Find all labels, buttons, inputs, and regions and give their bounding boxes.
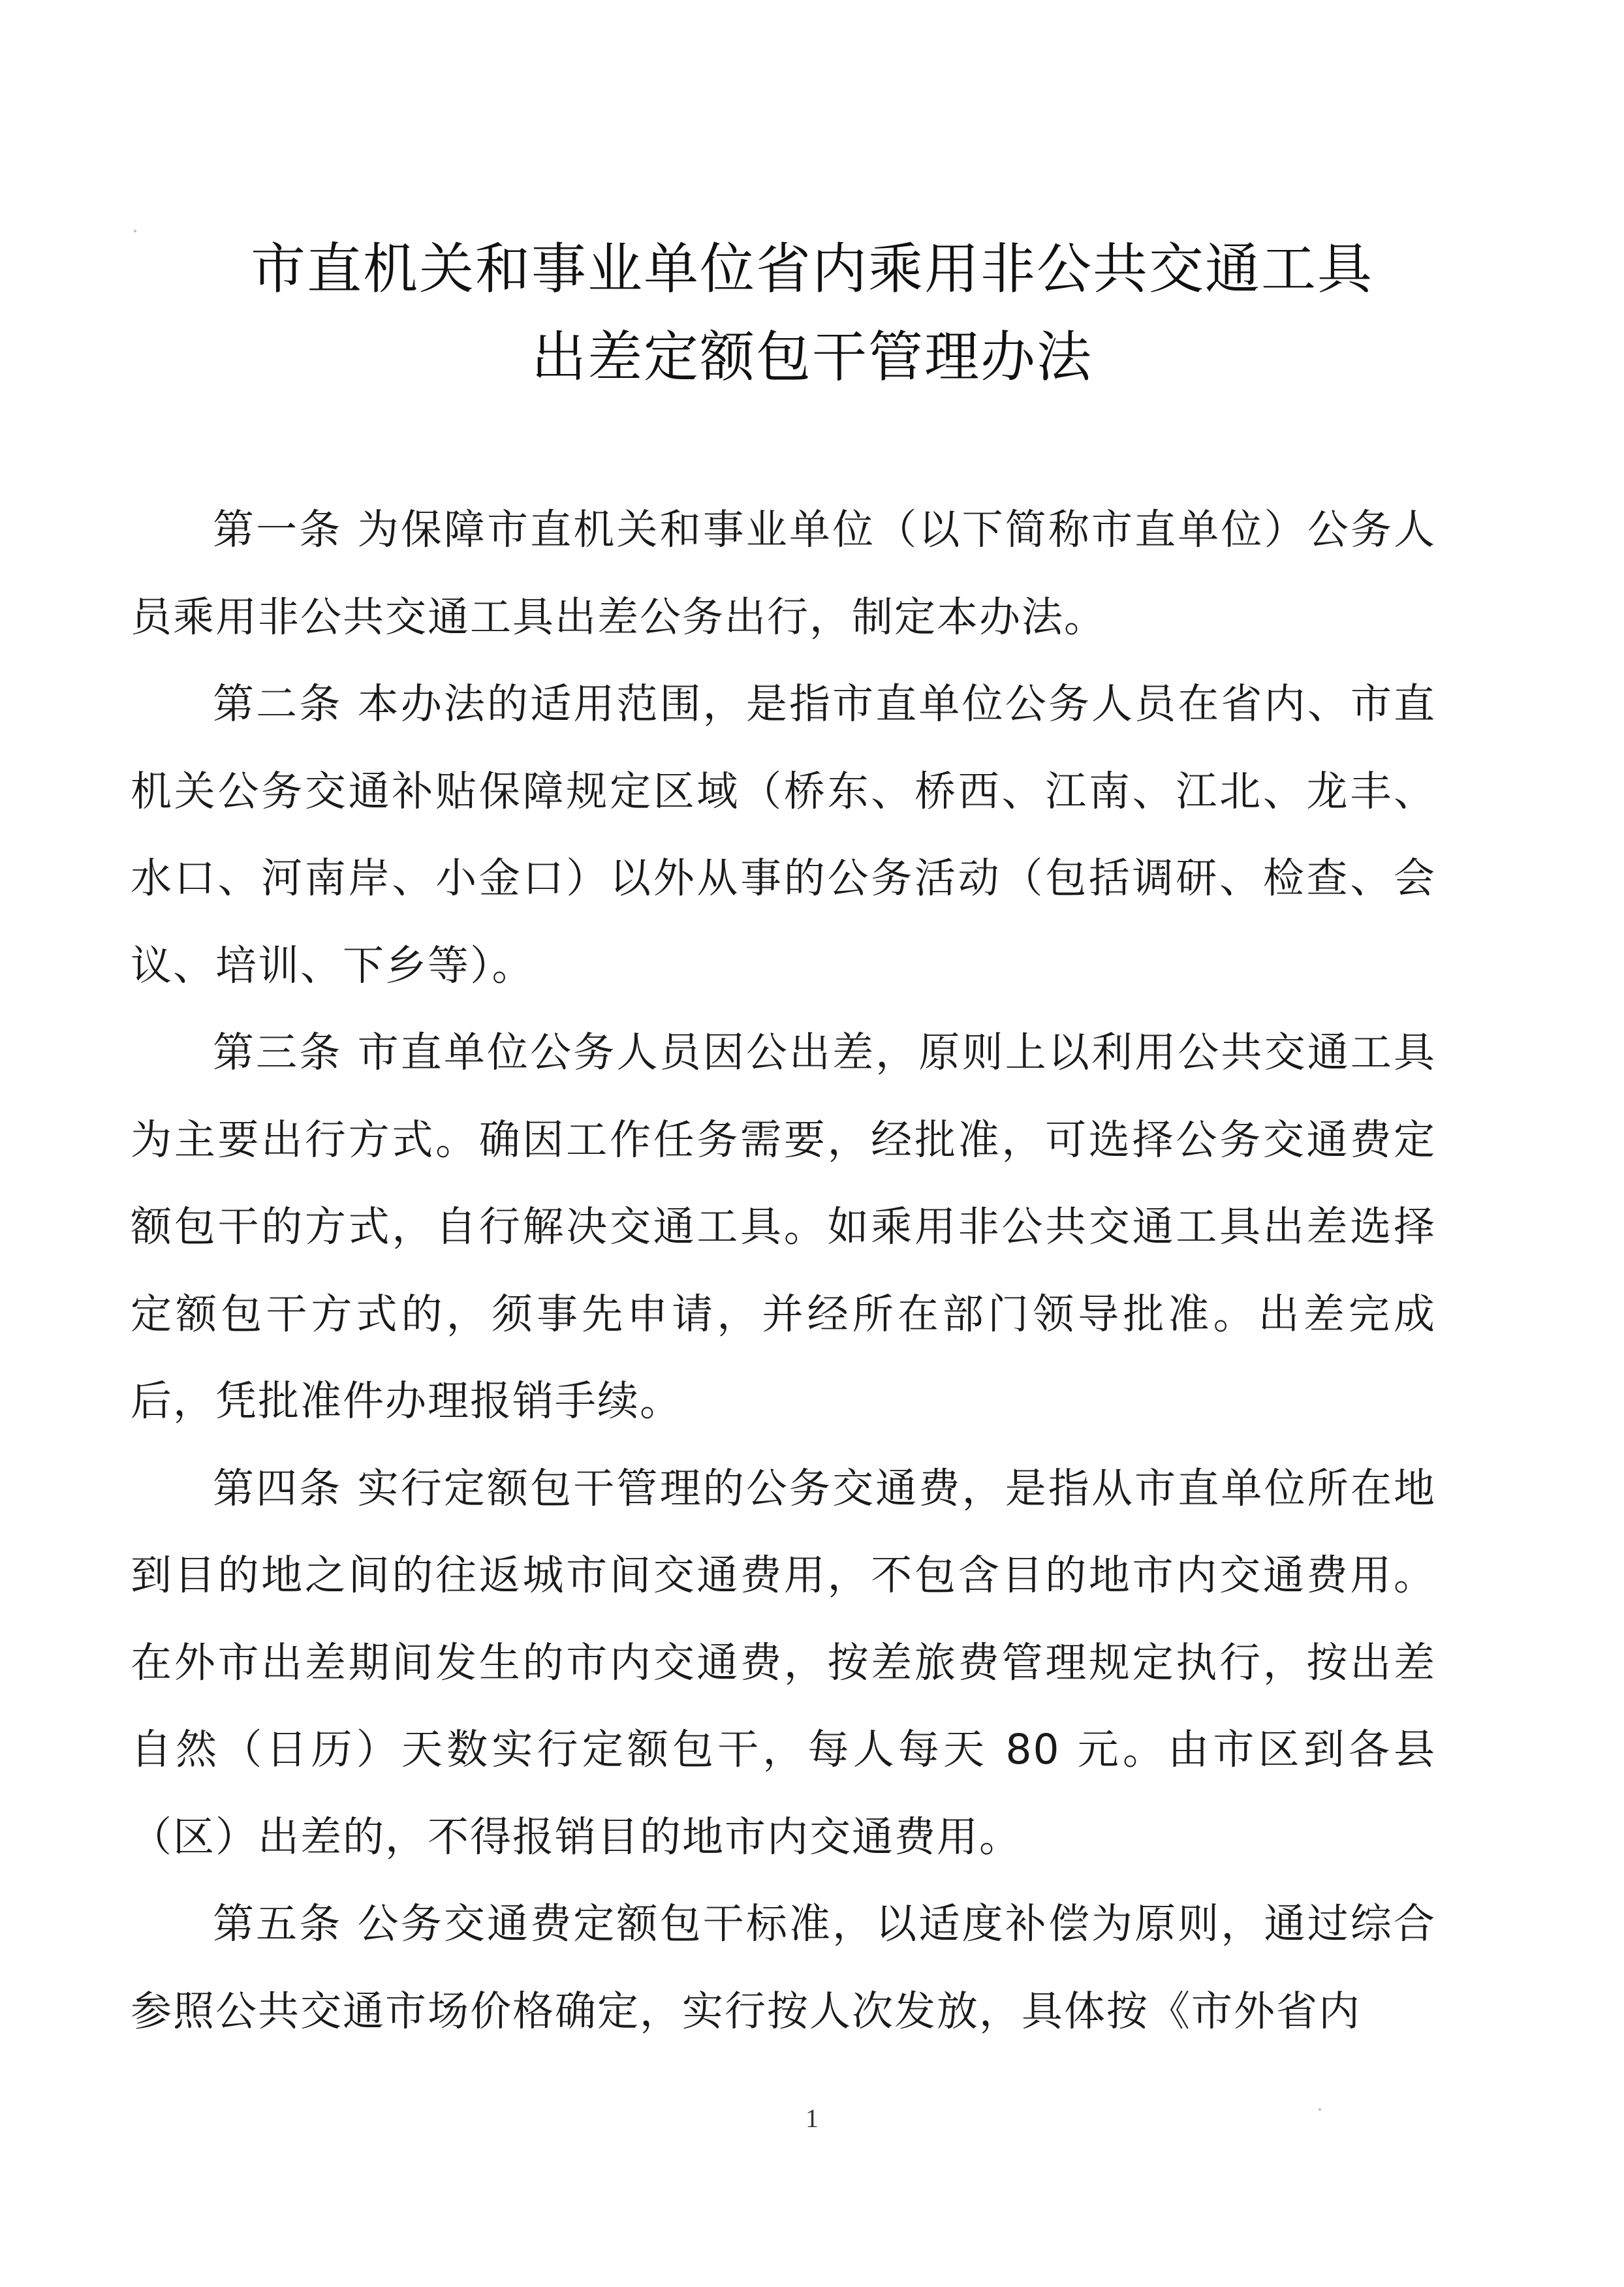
article-1-paragraph: 第一条 为保障市直机关和事业单位（以下简称市直单位）公务人员乘用非公共交通工具出差公务出行，制定本办法。 <box>131 506 1436 641</box>
article-3-paragraph: 第三条 市直单位公务人员因公出差，原则上以利用公共交通工具为主要出行方式。确因工作任务需要，经批准，可选择公务交通费定额包干的方式，自行解决交通工具。如乘用非公共交通工具出差选择定额包干方式的，须事先申请，并经所在部门领导批准。出差完成后，凭批准件办理报销手续。 <box>131 1029 1436 1425</box>
article-2-paragraph: 第二条 本办法的适用范围，是指市直单位公务人员在省内、市直机关公务交通补贴保障规定区域（桥东、桥西、江南、江北、龙丰、水口、河南岸、小金口）以外从事的公务活动（包括调研、检查、会议、培训、下乡等）。 <box>131 680 1436 989</box>
article-5-paragraph: 第五条 公务交通费定额包干标准，以适度补偿为原则，通过综合参照公共交通市场价格确定，实行按人次发放，具体按《市外省内 <box>131 1900 1436 2035</box>
page-number: 1 <box>805 2104 819 2133</box>
document-body <box>131 486 1436 2055</box>
document-title-line1: 市直机关和事业单位省内乘用非公共交通工具 <box>250 237 1373 301</box>
document-title-line2: 出差定额包干管理办法 <box>531 325 1093 389</box>
scan-speck <box>134 230 136 232</box>
article-4-paragraph: 第四条 实行定额包干管理的公务交通费，是指从市直单位所在地到目的地之间的往返城市间交通费用，不包含目的地市内交通费用。在外市出差期间发生的市内交通费，按差旅费管理规定执行，按出差自然（日历）天数实行定额包干，每人每天 80 元。由市区到各县（区）出差的，不得报销目的地市内交通费用。 <box>131 1464 1436 1861</box>
scan-speck <box>1319 2108 1321 2111</box>
